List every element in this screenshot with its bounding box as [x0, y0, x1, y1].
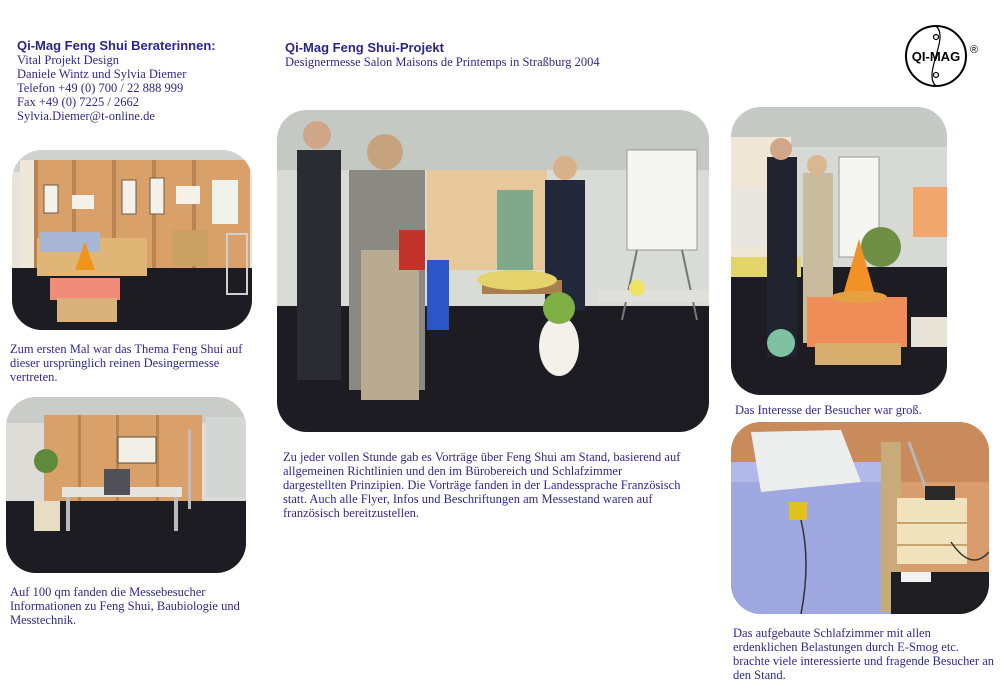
- photo-booth-bedroom: [12, 150, 252, 330]
- project-block: [285, 40, 705, 69]
- consultants-heading: Qi-Mag Feng Shui Beraterinnen:: [17, 38, 216, 53]
- photo-stand-interest: [731, 107, 947, 395]
- caption-right-top: Das Interesse der Besucher war groß.: [735, 403, 922, 417]
- consultants-line-names: Daniele Wintz und Sylvia Diemer: [17, 67, 187, 81]
- consultants-line-fax: Fax +49 (0) 7225 / 2662: [17, 95, 139, 109]
- photo-bedroom-esmog: [731, 422, 989, 614]
- consultants-block: [17, 38, 267, 123]
- photo-booth-office: [6, 397, 246, 573]
- caption-left-top: Zum ersten Mal war das Thema Feng Shui auf dieser ursprünglich reinen Desingermesse vertreten.: [10, 342, 243, 384]
- consultants-line-company: Vital Projekt Design: [17, 53, 120, 67]
- project-subtitle: Designermesse Salon Maisons de Printemps in Straßburg 2004: [285, 55, 600, 69]
- project-title: Qi-Mag Feng Shui-Projekt: [285, 40, 444, 55]
- registered-mark: ®: [970, 44, 979, 56]
- consultants-line-phone: Telefon +49 (0) 700 / 22 888 999: [17, 81, 184, 95]
- photo-visitors-fair: [277, 110, 709, 432]
- caption-center: Zu jeder vollen Stunde gab es Vorträge über Feng Shui am Stand, basierend auf allgemeinen Richtlinien und den im Bürobereich und Schlafzimmer dargestellten Prinzipien. Die Vorträge fanden in der Landessprache Französisch statt. Auch alle Flyer, Infos und Beschriftungen am Messestand waren auf französisch bereitzustellen.: [283, 450, 681, 520]
- caption-right-bottom: Das aufgebaute Schlafzimmer mit allen erdenklichen Belastungen durch E-Smog etc. brachte viele interessierte und fragende Besucher an den Stand.: [733, 626, 994, 682]
- logo-text: QI-MAG: [911, 49, 961, 64]
- consultants-line-email: Sylvia.Diemer@t-online.de: [17, 109, 155, 123]
- caption-left-bottom: Auf 100 qm fanden die Messebesucher Informationen zu Feng Shui, Baubiologie und Messtechnik.: [10, 585, 240, 627]
- qi-mag-logo: [904, 24, 968, 88]
